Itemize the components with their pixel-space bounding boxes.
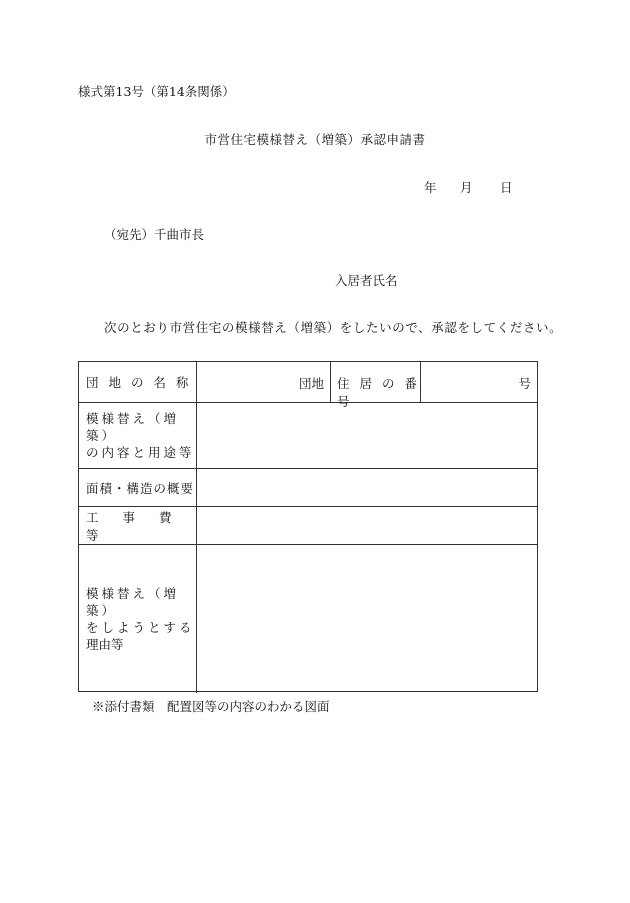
area-label-text: 面積・構造の概要 xyxy=(86,480,195,496)
table-row-complex xyxy=(79,362,537,409)
content-label-line1: 模様替え（増築） xyxy=(86,411,180,443)
content-field[interactable] xyxy=(197,403,537,468)
cost-label xyxy=(79,507,197,544)
table-row-content xyxy=(79,403,537,469)
content-label-line2: の内容と用途等 xyxy=(86,445,195,460)
complex-name-label xyxy=(79,362,197,402)
date-day: 日 xyxy=(500,180,513,195)
applicant-name-label: 入居者氏名 xyxy=(335,273,398,288)
content-label xyxy=(79,403,197,468)
unit-number-field[interactable] xyxy=(421,362,537,402)
form-number: 様式第13号（第14条関係） xyxy=(78,84,235,99)
cost-label-text: 工 事 費 等 xyxy=(86,509,182,543)
unit-number-label xyxy=(331,362,421,409)
table-row-reason xyxy=(79,545,537,693)
intro-text: 次のとおり市営住宅の模様替え（増築）をしたいので、承認をしてください。 xyxy=(104,320,563,335)
area-field[interactable] xyxy=(197,469,537,506)
addressee: （宛先）千曲市長 xyxy=(104,227,205,242)
date-line xyxy=(424,178,513,196)
reason-label-line2: をしようとする xyxy=(86,620,195,635)
date-year: 年 xyxy=(424,180,437,195)
reason-label-line1: 模様替え（増築） xyxy=(86,586,180,618)
unit-suffix: 号 xyxy=(518,376,531,391)
date-month: 月 xyxy=(460,180,473,195)
reason-field[interactable] xyxy=(197,545,537,693)
complex-suffix: 団地 xyxy=(298,376,324,391)
complex-name-field[interactable] xyxy=(197,362,331,402)
area-label xyxy=(79,469,197,506)
reason-label-line3: 理由等 xyxy=(86,637,124,652)
attachment-note: ※添付書類 配置図等の内容のわかる図面 xyxy=(92,699,330,714)
unit-number-label-text: 住 居 の 番 号 xyxy=(337,376,420,409)
table-row-area xyxy=(79,469,537,507)
complex-name-label-text: 団 地 の 名 称 xyxy=(86,375,192,390)
document-title: 市営住宅模様替え（増築）承認申請書 xyxy=(204,132,426,147)
cost-field[interactable] xyxy=(197,507,537,544)
reason-label xyxy=(79,545,197,693)
table-row-cost xyxy=(79,507,537,545)
application-form-table xyxy=(78,361,538,692)
